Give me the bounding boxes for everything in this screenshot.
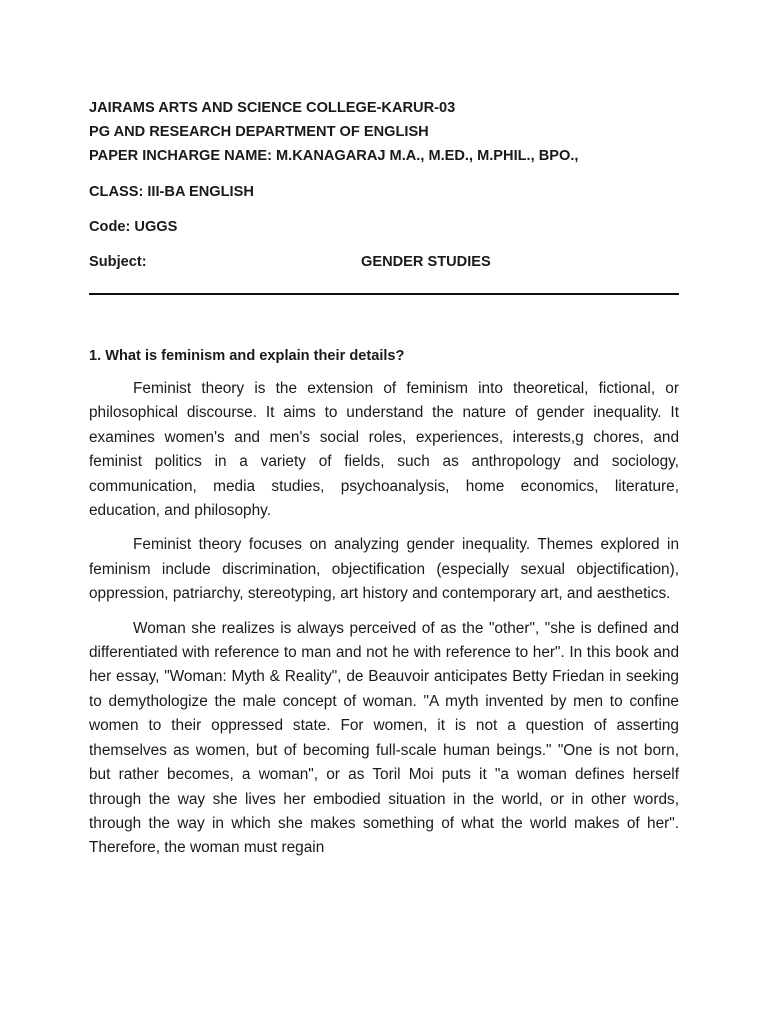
document-header — [89, 96, 679, 168]
subject-label: Subject: — [89, 254, 147, 270]
class-field: CLASS: III-BA ENGLISH — [89, 184, 254, 200]
question-heading: 1. What is feminism and explain their details? — [89, 348, 405, 364]
paper-incharge: PAPER INCHARGE NAME: M.KANAGARAJ M.A., M.ED., M.PHIL., BPO., — [89, 148, 579, 164]
header-divider — [89, 293, 679, 295]
document-page — [89, 96, 679, 871]
subject-field — [89, 250, 679, 274]
subject-value: GENDER STUDIES — [361, 254, 491, 270]
code-field: Code: UGGS — [89, 219, 178, 235]
paragraph: Woman she realizes is always perceived of as the "other", "she is defined and differentiated with reference to man and not he with reference to her". In this book and her essay, "Woman: Myth & Reality", de Beauvoir anticipates Betty Friedan in seeking to demythologize the male concept of woman. "A myth invented by men to confine women to their oppressed state. For women, it is not a question of asserting themselves as women, but of becoming full-scale human beings." "One is not born, but rather becomes, a woman", or as Toril Moi puts it "a woman defines herself through the way she lives her embodied situation in the world, or in other words, through the way in which she makes something of what the world makes of her". Therefore, the woman must regain — [89, 619, 679, 857]
paragraph: Feminist theory is the extension of feminism into theoretical, fictional, or philosophical discourse. It aims to understand the nature of gender inequality. It examines women's and men's social roles, experiences, interests,g chores, and feminist politics in a variety of fields, such as anthropology and sociology, communication, media studies, psychoanalysis, home economics, literature, education, and philosophy. — [89, 380, 679, 520]
college-name: JAIRAMS ARTS AND SCIENCE COLLEGE-KARUR-03 — [89, 100, 456, 116]
department-name: PG AND RESEARCH DEPARTMENT OF ENGLISH — [89, 124, 429, 140]
paragraph: Feminist theory focuses on analyzing gender inequality. Themes explored in feminism include discrimination, objectification (especially sexual objectification), oppression, patriarchy, stereotyping, art history and contemporary art, and aesthetics. — [89, 536, 679, 603]
